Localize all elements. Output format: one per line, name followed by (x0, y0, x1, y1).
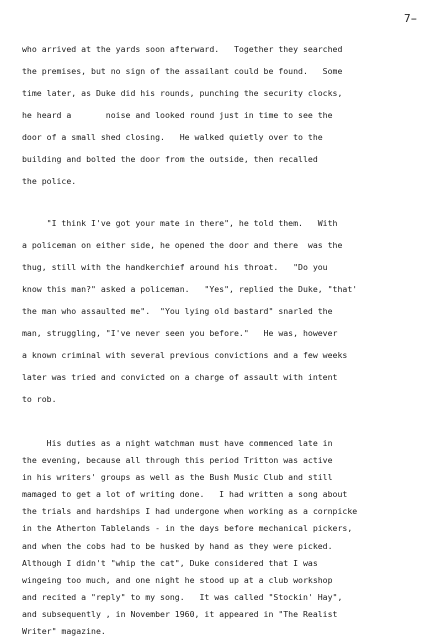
text-line: man, struggling, "I've never seen you before." He was, however (22, 328, 338, 338)
text-line: mamaged to get a lot of writing done. I had written a song about (22, 489, 348, 499)
text-line: Although I didn't "whip the cat", Duke considered that I was (22, 558, 318, 568)
text-line: the evening, because all through this period Tritton was active (22, 455, 333, 465)
text-line: he heard a noise and looked round just in time to see the (22, 110, 333, 120)
text-line: a known criminal with several previous convictions and a few weeks (22, 350, 348, 360)
text-line: who arrived at the yards soon afterward. Together they searched (22, 44, 343, 54)
page-number: 7̵ (404, 12, 418, 25)
text-line: later was tried and convicted on a charge of assault with intent (22, 372, 338, 382)
text-line: "I think I've got your mate in there", he told them. With (22, 218, 338, 228)
text-line: the police. (22, 176, 77, 186)
text-line: Writer" magazine. (22, 626, 106, 636)
text-line: the premises, but no sign of the assailant could be found. Some (22, 66, 343, 76)
text-line: know this man?" asked a policeman. "Yes", replied the Duke, "that' (22, 284, 358, 294)
text-line: in his writers' groups as well as the Bush Music Club and still (22, 472, 333, 482)
text-line: His duties as a night watchman must have commenced late in (22, 438, 333, 448)
text-line: thug, still with the handkerchief around his throat. "Do you (22, 262, 328, 272)
text-line: in the Atherton Tablelands - in the days before mechanical pickers, (22, 523, 353, 533)
text-line: and recited a "reply" to my song. It was called "Stockin' Hay", (22, 592, 343, 602)
text-line: and subsequently , in November 1960, it appeared in "The Realist (22, 609, 338, 619)
text-line: building and bolted the door from the outside, then recalled (22, 154, 318, 164)
text-line: door of a small shed closing. He walked quietly over to the (22, 132, 323, 142)
text-line: time later, as Duke did his rounds, punching the security clocks, (22, 88, 343, 98)
text-line: a policeman on either side, he opened the door and there was the (22, 240, 343, 250)
text-line: and when the cobs had to be husked by hand as they were picked. (22, 541, 333, 551)
text-line: the man who assaulted me". "You lying old bastard" snarled the (22, 306, 333, 316)
text-line: the trials and hardships I had undergone when working as a cornpicke (22, 506, 358, 516)
text-line: wingeing too much, and one night he stood up at a club workshop (22, 575, 333, 585)
text-line: to rob. (22, 394, 57, 404)
